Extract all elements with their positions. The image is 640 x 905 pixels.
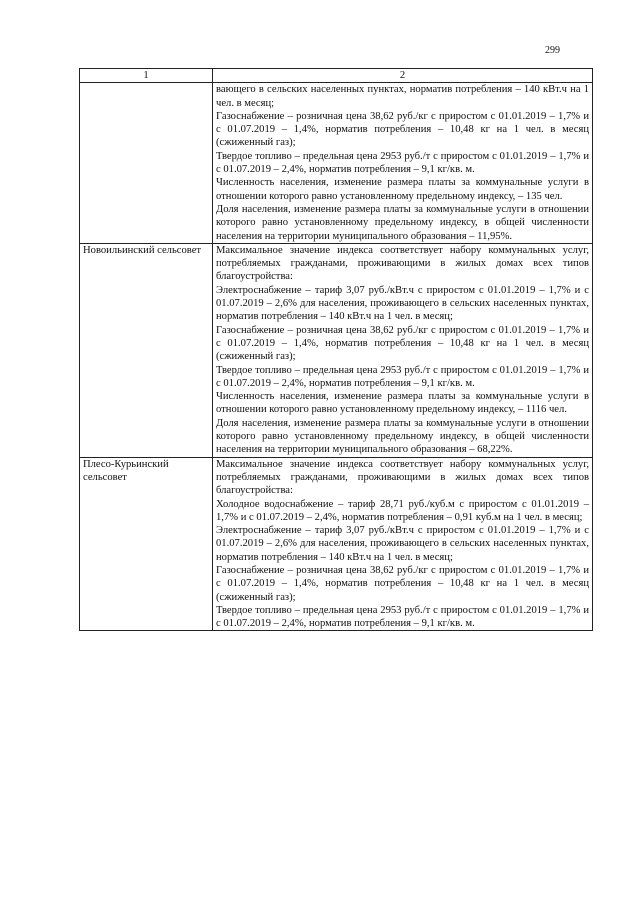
description-paragraph: Максимальное значение индекса соответствует набору коммунальных услуг, потребляемых гражданами, проживающими в жилых домах всех типов благоустройства:	[216, 458, 589, 497]
description-paragraph: Доля населения, изменение размера платы за коммунальные услуги в отношении которого равно установленному предельному индексу, в общей численности населения на территории муниципального образования – 68,22%.	[216, 417, 589, 456]
description-paragraph: вающего в сельских населенных пунктах, норматив потребления – 140 кВт.ч на 1 чел. в месяц;	[216, 84, 589, 109]
index-description	[213, 457, 593, 631]
description-paragraph: Численность населения, изменение размера платы за коммунальные услуги в отношении которого равно установленному предельному индексу, – 1116 чел.	[216, 391, 589, 416]
table-row	[80, 83, 593, 244]
description-paragraph: Максимальное значение индекса соответствует набору коммунальных услуг, потребляемых гражданами, проживающими в жилых домах всех типов благоустройства:	[216, 244, 589, 283]
description-paragraph: Доля населения, изменение размера платы за коммунальные услуги в отношении которого равно установленному предельному индексу, в общей численности населения на территории муниципального образования – 11,95%.	[216, 203, 589, 242]
description-paragraph: Твердое топливо – предельная цена 2953 руб./т с приростом с 01.01.2019 – 1,7% и с 01.07.2019 – 2,4%, норматив потребления – 9,1 кг/кв. м.	[216, 150, 589, 176]
indicator-table	[79, 68, 593, 631]
table-row	[80, 243, 593, 457]
page-number: 299	[545, 45, 560, 56]
description-paragraph: Численность населения, изменение размера платы за коммунальные услуги в отношении которого равно установленному предельному индексу, – 135 чел.	[216, 177, 589, 202]
description-paragraph: Газоснабжение – розничная цена 38,62 руб./кг с приростом с 01.01.2019 – 1,7% и с 01.07.2019 – 1,4%, норматив потребления – 10,48 кг на 1 чел. в месяц (сжиженный газ);	[216, 564, 589, 603]
description-paragraph: Газоснабжение – розничная цена 38,62 руб./кг с приростом с 01.01.2019 – 1,7% и с 01.07.2019 – 1,4%, норматив потребления – 10,48 кг на 1 чел. в месяц (сжиженный газ);	[216, 110, 589, 149]
description-paragraph: Электроснабжение – тариф 3,07 руб./кВт.ч с приростом с 01.01.2019 – 1,7% и с 01.07.2019 – 2,6% для населения, проживающего в сельских населенных пунктах, норматив потребления – 140 кВт.ч на 1 чел. в месяц;	[216, 284, 589, 323]
municipality-name	[80, 83, 213, 244]
column-header-1: 1	[80, 69, 213, 83]
table-row	[80, 457, 593, 631]
column-header-2: 2	[213, 69, 593, 83]
description-paragraph: Электроснабжение – тариф 3,07 руб./кВт.ч с приростом с 01.01.2019 – 1,7% и с 01.07.2019 – 2,6% для населения, проживающего в сельских населенных пунктах, норматив потребления – 140 кВт.ч на 1 чел. в месяц;	[216, 525, 589, 563]
description-paragraph: Твердое топливо – предельная цена 2953 руб./т с приростом с 01.01.2019 – 1,7% и с 01.07.2019 – 2,4%, норматив потребления – 9,1 кг/кв. м.	[216, 364, 589, 389]
index-description	[213, 83, 593, 244]
index-description	[213, 243, 593, 457]
municipality-name: Плесо-Курьинский сельсовет	[80, 457, 213, 631]
description-paragraph: Твердое топливо – предельная цена 2953 руб./т с приростом с 01.01.2019 – 1,7% и с 01.07.2019 – 2,4%, норматив потребления – 9,1 кг/кв. м.	[216, 604, 589, 630]
description-paragraph: Холодное водоснабжение – тариф 28,71 руб./куб.м с приростом с 01.01.2019 – 1,7% и с 01.07.2019 – 2,4%, норматив потребления – 0,91 куб.м на 1 чел. в месяц;	[216, 498, 589, 523]
table-header-row	[80, 69, 593, 83]
municipality-name: Новоильинский сельсовет	[80, 243, 213, 457]
description-paragraph: Газоснабжение – розничная цена 38,62 руб./кг с приростом с 01.01.2019 – 1,7% и с 01.07.2019 – 1,4%, норматив потребления – 10,48 кг на 1 чел. в месяц (сжиженный газ);	[216, 324, 589, 363]
